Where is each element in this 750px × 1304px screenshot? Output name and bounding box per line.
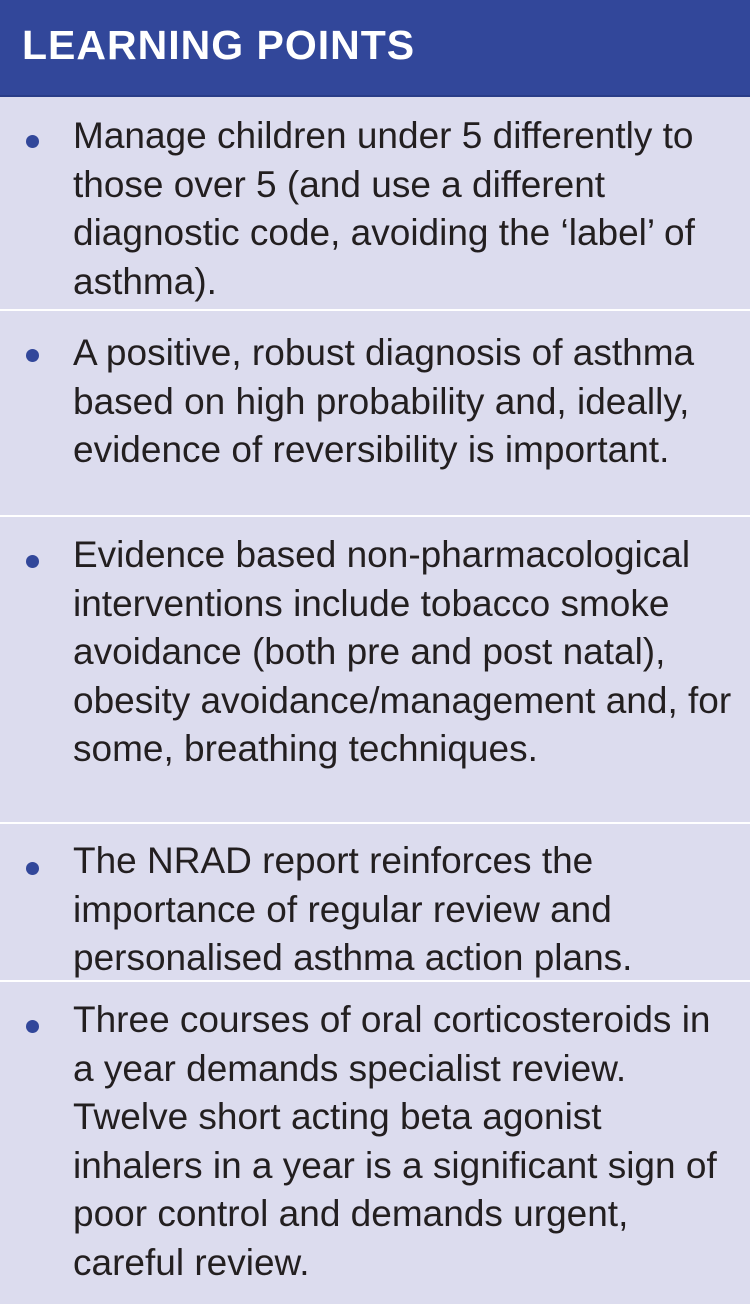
list-item	[0, 97, 750, 311]
learning-points-header	[0, 0, 750, 97]
list-item-text: The NRAD report reinforces the importance of regular review and personalised asthma action plans.	[73, 840, 633, 978]
bullet-dot-icon	[26, 555, 39, 568]
list-item	[0, 517, 750, 824]
list-item-text: A positive, robust diagnosis of asthma based on high probability and, ideally, evidence of reversibility is important.	[73, 332, 695, 470]
learning-points-list	[0, 97, 750, 1304]
learning-points-title: LEARNING POINTS	[22, 22, 416, 68]
bullet-dot-icon	[26, 349, 39, 362]
list-item	[0, 311, 750, 517]
list-item	[0, 824, 750, 982]
bullet-dot-icon	[26, 1020, 39, 1033]
list-item-text: Evidence based non-pharmacological interventions include tobacco smoke avoidance (both pre and post natal), obesity avoidance/management and, for some, breathing techniques.	[73, 534, 732, 769]
list-item	[0, 982, 750, 1304]
bullet-dot-icon	[26, 135, 39, 148]
list-item-text: Manage children under 5 differently to those over 5 (and use a different diagnostic code, avoiding the ‘label’ of asthma).	[73, 115, 695, 302]
list-item-text: Three courses of oral corticosteroids in a year demands specialist review. Twelve short acting beta agonist inhalers in a year is a significant sign of poor control and demands urgent, careful review.	[73, 999, 717, 1283]
bullet-dot-icon	[26, 862, 39, 875]
